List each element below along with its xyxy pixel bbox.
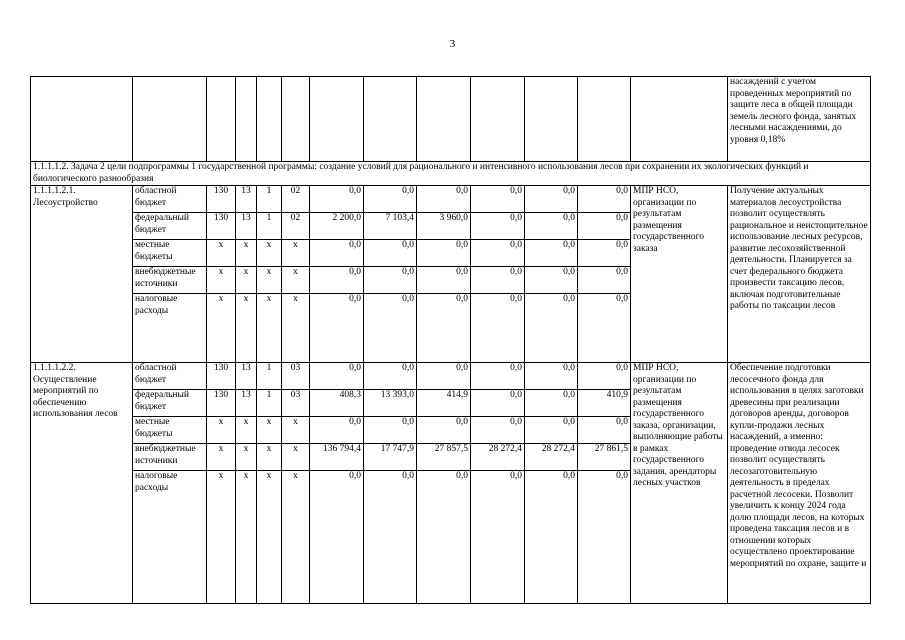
amount-y3: 0,0 bbox=[417, 267, 471, 294]
continued-result: насаждений с учетом проведенных мероприятий по защите леса в общей площади земель лесного фонда, занятых лесными насаждениями, до уровня 0,18% bbox=[728, 77, 871, 162]
amount-y5: 0,0 bbox=[525, 213, 578, 240]
budget-code-rz: 13 bbox=[236, 213, 257, 240]
continued-row bbox=[31, 77, 871, 162]
budget-code-rz: x bbox=[236, 240, 257, 267]
measure-code: 1.1.1.1.2.2. Осуществление мероприятий по обеспечению использования лесов bbox=[31, 363, 133, 604]
amount-y1: 2 200,0 bbox=[310, 213, 364, 240]
funding-source: федеральный бюджет bbox=[133, 390, 207, 417]
amount-y2: 7 103,4 bbox=[364, 213, 417, 240]
amount-y5: 0,0 bbox=[525, 186, 578, 213]
budget-code-grbs: x bbox=[207, 471, 236, 604]
amount-y1: 0,0 bbox=[310, 471, 364, 604]
budget-code-cs: x bbox=[282, 417, 310, 444]
amount-y4: 0,0 bbox=[471, 471, 525, 604]
budget-code-rz: x bbox=[236, 417, 257, 444]
budget-code-grbs: 130 bbox=[207, 390, 236, 417]
amount-y6: 0,0 bbox=[578, 240, 631, 267]
amount-y2: 0,0 bbox=[364, 240, 417, 267]
amount-y3: 0,0 bbox=[417, 363, 471, 390]
amount-y2: 13 393,0 bbox=[364, 390, 417, 417]
funding-source: областной бюджет bbox=[133, 363, 207, 390]
budget-code-cs: x bbox=[282, 471, 310, 604]
funding-source: внебюджетные источники bbox=[133, 444, 207, 471]
budget-code-cs: 02 bbox=[282, 213, 310, 240]
funding-source: местные бюджеты bbox=[133, 240, 207, 267]
amount-y6: 0,0 bbox=[578, 186, 631, 213]
amount-y1: 0,0 bbox=[310, 267, 364, 294]
amount-y2: 17 747,9 bbox=[364, 444, 417, 471]
page-number: 3 bbox=[449, 38, 456, 50]
funding-row bbox=[31, 186, 871, 213]
amount-y5: 0,0 bbox=[525, 363, 578, 390]
amount-y4: 0,0 bbox=[471, 417, 525, 444]
amount-y3: 27 857,5 bbox=[417, 444, 471, 471]
budget-code-pr: 1 bbox=[257, 363, 282, 390]
budget-code-cs: 03 bbox=[282, 363, 310, 390]
amount-y3: 0,0 bbox=[417, 471, 471, 604]
budget-code-grbs: x bbox=[207, 267, 236, 294]
funding-source: федеральный бюджет bbox=[133, 213, 207, 240]
amount-y2: 0,0 bbox=[364, 471, 417, 604]
budget-code-pr: 1 bbox=[257, 390, 282, 417]
amount-y5: 0,0 bbox=[525, 240, 578, 267]
budget-code-cs: x bbox=[282, 294, 310, 363]
budget-code-grbs: 130 bbox=[207, 363, 236, 390]
amount-y6: 410,9 bbox=[578, 390, 631, 417]
amount-y6: 27 861,5 bbox=[578, 444, 631, 471]
task-header: 1.1.1.1.2. Задача 2 цели подпрограммы 1 государственной программы: создание условий для рационального и интенсивного использования лесов при сохранении их экологических функций и биологического разнообразия bbox=[31, 162, 871, 186]
funding-source: областной бюджет bbox=[133, 186, 207, 213]
expected-result: Обеспечение подготовки лесосечного фонда для использования в целях заготовки древесины при реализации договоров аренды, договоров купли-продажи лесных насаждений, а именно: проведение отвода лесосек позволит осуществлять лесозаготовительную деятельность в пределах расчетной лесосеки. Позволит увеличить к концу 2024 года долю площади лесов, на которых проведена таксация лесов и в отношении которых осуществлено проектирование мероприятий по охране, защите и bbox=[728, 363, 871, 604]
budget-code-rz: 13 bbox=[236, 390, 257, 417]
budget-code-pr: x bbox=[257, 267, 282, 294]
amount-y6: 0,0 bbox=[578, 471, 631, 604]
amount-y4: 0,0 bbox=[471, 267, 525, 294]
amount-y6: 0,0 bbox=[578, 294, 631, 363]
amount-y1: 0,0 bbox=[310, 186, 364, 213]
amount-y2: 0,0 bbox=[364, 186, 417, 213]
budget-code-pr: x bbox=[257, 417, 282, 444]
budget-code-rz: x bbox=[236, 471, 257, 604]
budget-code-pr: x bbox=[257, 444, 282, 471]
amount-y3: 3 960,0 bbox=[417, 213, 471, 240]
budget-code-grbs: 130 bbox=[207, 186, 236, 213]
amount-y4: 0,0 bbox=[471, 390, 525, 417]
amount-y5: 0,0 bbox=[525, 417, 578, 444]
program-table bbox=[30, 76, 871, 604]
amount-y2: 0,0 bbox=[364, 417, 417, 444]
budget-code-grbs: 130 bbox=[207, 213, 236, 240]
amount-y5: 0,0 bbox=[525, 390, 578, 417]
task-header-row bbox=[31, 162, 871, 186]
budget-code-pr: x bbox=[257, 294, 282, 363]
amount-y3: 0,0 bbox=[417, 294, 471, 363]
budget-code-rz: x bbox=[236, 444, 257, 471]
amount-y3: 414,9 bbox=[417, 390, 471, 417]
amount-y4: 0,0 bbox=[471, 213, 525, 240]
amount-y6: 0,0 bbox=[578, 267, 631, 294]
budget-code-rz: x bbox=[236, 267, 257, 294]
amount-y3: 0,0 bbox=[417, 417, 471, 444]
budget-code-cs: 02 bbox=[282, 186, 310, 213]
amount-y5: 0,0 bbox=[525, 294, 578, 363]
amount-y1: 408,3 bbox=[310, 390, 364, 417]
amount-y2: 0,0 bbox=[364, 363, 417, 390]
funding-source: местные бюджеты bbox=[133, 417, 207, 444]
executor: МПР НСО, организации по результатам размещения государственного заказа, организации, выполняющие работы в рамках государственного задания, арендаторы лесных участков bbox=[631, 363, 728, 604]
amount-y3: 0,0 bbox=[417, 186, 471, 213]
expected-result: Получение актуальных материалов лесоустройства позволит осуществлять рациональное и неистощительное использование лесных ресурсов, развитие лесохозяйственной деятельности. Планируется за счет федерального бюджета произвести таксацию лесов, включая подготовительные работы по таксации лесов bbox=[728, 186, 871, 363]
executor: МПР НСО, организации по результатам размещения государственного заказа bbox=[631, 186, 728, 363]
amount-y4: 28 272,4 bbox=[471, 444, 525, 471]
budget-code-pr: x bbox=[257, 471, 282, 604]
amount-y1: 136 794,4 bbox=[310, 444, 364, 471]
funding-source: налоговые расходы bbox=[133, 294, 207, 363]
budget-code-grbs: x bbox=[207, 444, 236, 471]
amount-y2: 0,0 bbox=[364, 294, 417, 363]
amount-y1: 0,0 bbox=[310, 240, 364, 267]
budget-code-grbs: x bbox=[207, 294, 236, 363]
funding-source: налоговые расходы bbox=[133, 471, 207, 604]
amount-y5: 28 272,4 bbox=[525, 444, 578, 471]
amount-y6: 0,0 bbox=[578, 363, 631, 390]
budget-code-cs: 03 bbox=[282, 390, 310, 417]
amount-y5: 0,0 bbox=[525, 267, 578, 294]
amount-y3: 0,0 bbox=[417, 240, 471, 267]
budget-code-cs: x bbox=[282, 444, 310, 471]
budget-code-rz: x bbox=[236, 294, 257, 363]
amount-y1: 0,0 bbox=[310, 363, 364, 390]
amount-y4: 0,0 bbox=[471, 240, 525, 267]
budget-code-cs: x bbox=[282, 267, 310, 294]
budget-code-grbs: x bbox=[207, 417, 236, 444]
budget-code-pr: 1 bbox=[257, 186, 282, 213]
budget-code-rz: 13 bbox=[236, 186, 257, 213]
amount-y1: 0,0 bbox=[310, 294, 364, 363]
amount-y6: 0,0 bbox=[578, 213, 631, 240]
amount-y4: 0,0 bbox=[471, 294, 525, 363]
budget-code-cs: x bbox=[282, 240, 310, 267]
amount-y6: 0,0 bbox=[578, 417, 631, 444]
funding-row bbox=[31, 363, 871, 390]
amount-y2: 0,0 bbox=[364, 267, 417, 294]
budget-code-pr: x bbox=[257, 240, 282, 267]
budget-code-rz: 13 bbox=[236, 363, 257, 390]
funding-source: внебюджетные источники bbox=[133, 267, 207, 294]
amount-y1: 0,0 bbox=[310, 417, 364, 444]
measure-code: 1.1.1.1.2.1. Лесоустройство bbox=[31, 186, 133, 363]
budget-code-pr: 1 bbox=[257, 213, 282, 240]
amount-y4: 0,0 bbox=[471, 186, 525, 213]
budget-code-grbs: x bbox=[207, 240, 236, 267]
amount-y5: 0,0 bbox=[525, 471, 578, 604]
amount-y4: 0,0 bbox=[471, 363, 525, 390]
